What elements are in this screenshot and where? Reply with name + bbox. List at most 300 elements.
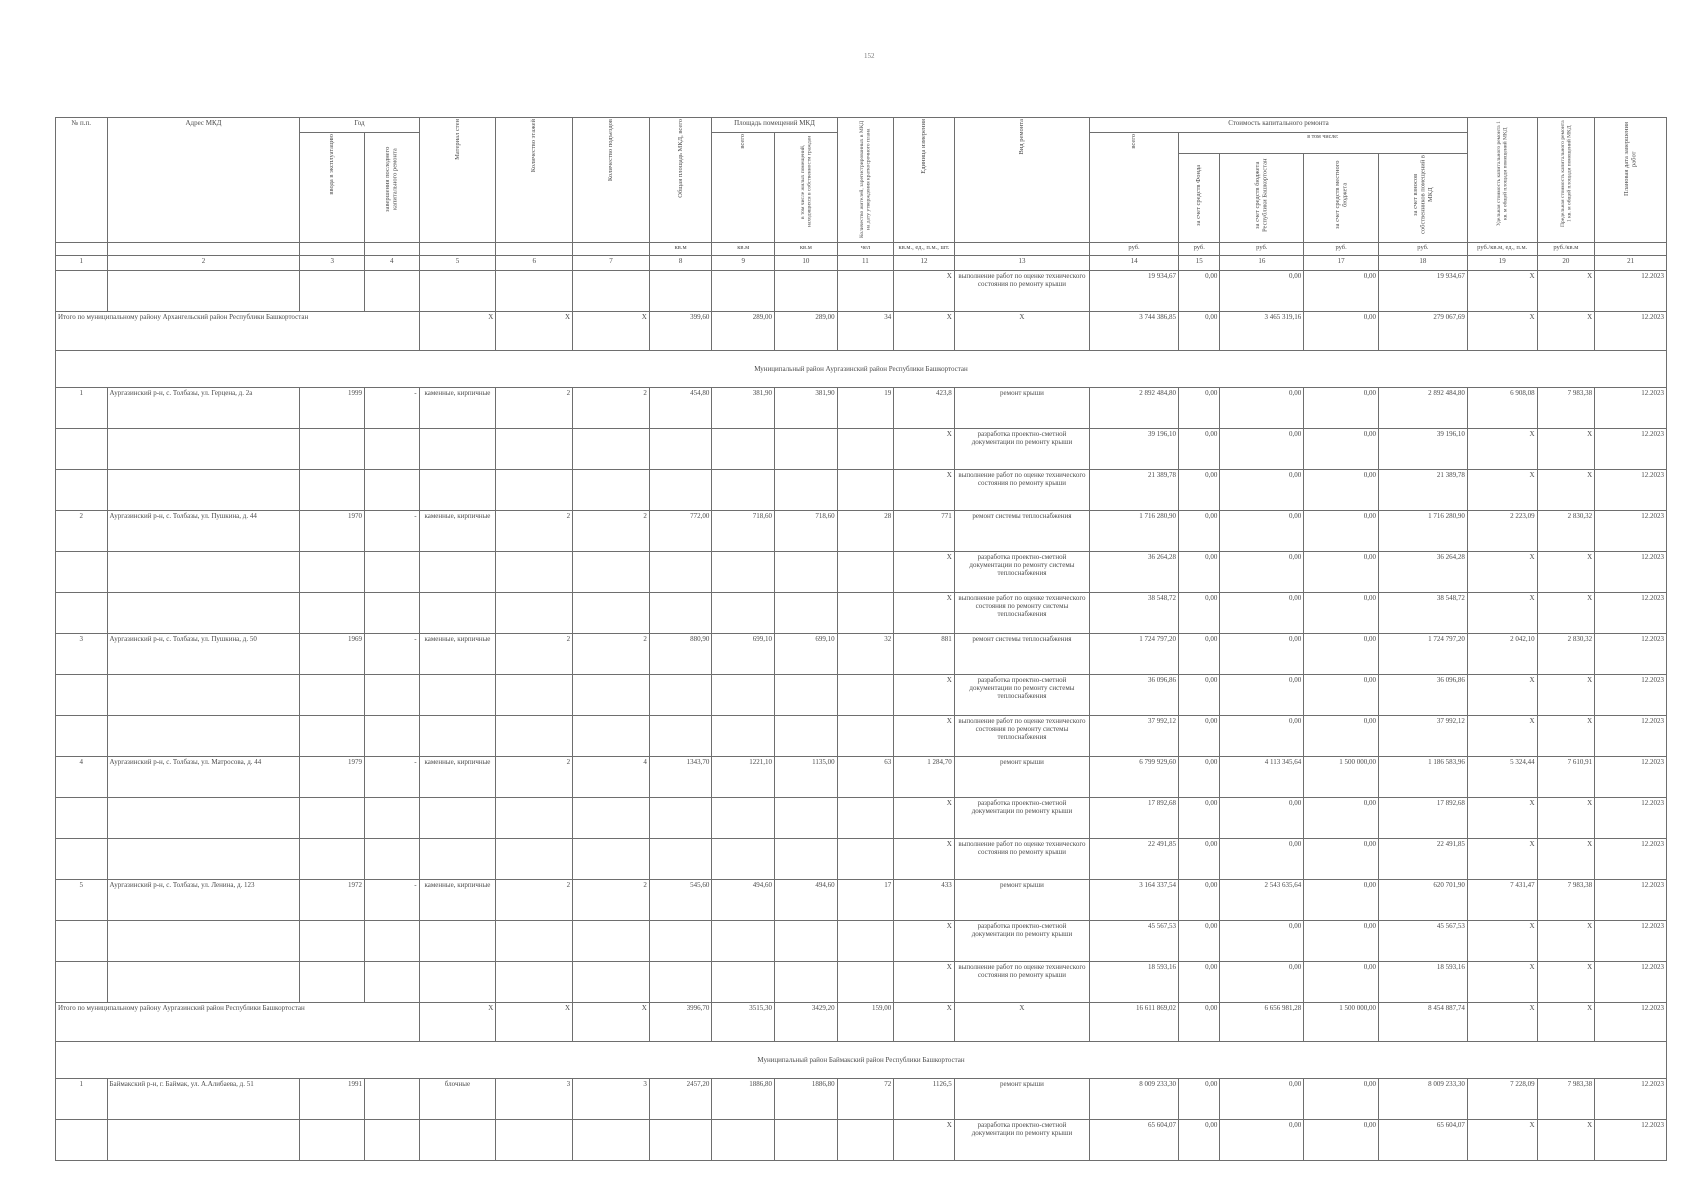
empty-cell: [573, 798, 650, 839]
total-local: 1 500 000,00: [1304, 1003, 1379, 1042]
empty-cell: [419, 552, 496, 593]
cost-fund: 0,00: [1179, 757, 1220, 798]
header-year-group: Год: [300, 118, 419, 133]
empty-cell: [300, 716, 365, 757]
empty-cell: [712, 1120, 775, 1161]
empty-cell: [649, 716, 712, 757]
empty-cell: [107, 716, 300, 757]
cost-fund: 0,00: [1179, 921, 1220, 962]
cost-rep: 0,00: [1220, 388, 1304, 429]
cost-total: 1 724 797,20: [1090, 634, 1179, 675]
empty-cell: [496, 716, 573, 757]
empty-cell: [573, 962, 650, 1003]
unit-value: 1 284,70: [894, 757, 955, 798]
total-total: 3 744 386,85: [1090, 312, 1179, 351]
cost-own: 36 096,86: [1378, 675, 1467, 716]
empty-cell: [300, 470, 365, 511]
premises-owned: 718,60: [775, 511, 838, 552]
cost-mc: X: [1537, 552, 1595, 593]
total-unit: X: [894, 312, 955, 351]
year-commission: 1970: [300, 511, 365, 552]
row-number: 1: [56, 1079, 108, 1120]
column-number-cell: 1: [56, 256, 108, 271]
unit-cell: [300, 243, 365, 256]
cost-uc: X: [1467, 716, 1537, 757]
empty-cell: [107, 271, 300, 312]
year-last-repair: -: [365, 880, 420, 921]
empty-cell: [56, 962, 108, 1003]
cost-date: 12.2023: [1595, 552, 1667, 593]
cost-own: 65 604,07: [1378, 1120, 1467, 1161]
empty-cell: [837, 962, 894, 1003]
row-number: 3: [56, 634, 108, 675]
empty-cell: [300, 839, 365, 880]
cost-local: 0,00: [1304, 962, 1379, 1003]
column-number-cell: 8: [649, 256, 712, 271]
cost-own: 8 009 233,30: [1378, 1079, 1467, 1120]
empty-cell: [775, 962, 838, 1003]
unit-cell: [1595, 243, 1667, 256]
empty-cell: [649, 470, 712, 511]
total-total: 16 611 869,02: [1090, 1003, 1179, 1042]
unit-value: X: [894, 962, 955, 1003]
unit-cell: руб./кв.м, ед., п.м.: [1467, 243, 1537, 256]
cost-total: 39 196,10: [1090, 429, 1179, 470]
empty-cell: [775, 921, 838, 962]
wall-material: каменные, кирпичные: [419, 880, 496, 921]
unit-value: X: [894, 716, 955, 757]
empty-cell: [712, 921, 775, 962]
cost-fund: 0,00: [1179, 1120, 1220, 1161]
cost-date: 12.2023: [1595, 675, 1667, 716]
unit-value: 771: [894, 511, 955, 552]
empty-cell: [775, 593, 838, 634]
repair-type: разработка проектно-сметной документации по ремонту крыши: [954, 921, 1089, 962]
cost-local: 0,00: [1304, 921, 1379, 962]
premises-total: 494,60: [712, 880, 775, 921]
column-number-cell: 5: [419, 256, 496, 271]
cost-fund: 0,00: [1179, 839, 1220, 880]
column-number-cell: 21: [1595, 256, 1667, 271]
cost-local: 0,00: [1304, 388, 1379, 429]
empty-cell: [649, 798, 712, 839]
empty-cell: [837, 1120, 894, 1161]
empty-cell: [712, 552, 775, 593]
total-area: 772,00: [649, 511, 712, 552]
empty-cell: [56, 716, 108, 757]
unit-cell: руб./кв.м: [1537, 243, 1595, 256]
unit-cell: руб.: [1304, 243, 1379, 256]
empty-cell: [837, 716, 894, 757]
cost-own: 18 593,16: [1378, 962, 1467, 1003]
empty-cell: [365, 716, 420, 757]
cost-mc: X: [1537, 271, 1595, 312]
empty-cell: [419, 839, 496, 880]
cost-date: 12.2023: [1595, 634, 1667, 675]
header-cost-total: всего: [1090, 133, 1179, 243]
cost-own: 39 196,10: [1378, 429, 1467, 470]
empty-cell: [712, 716, 775, 757]
repair-work-row: [56, 429, 1667, 470]
empty-cell: [712, 593, 775, 634]
column-number-cell: 18: [1378, 256, 1467, 271]
empty-cell: [496, 429, 573, 470]
wall-material: каменные, кирпичные: [419, 511, 496, 552]
unit-value: X: [894, 552, 955, 593]
cost-mc: 2 830,32: [1537, 511, 1595, 552]
total-floors: X: [496, 312, 573, 351]
total-label: Итого по муниципальному району Аургазинский район Республики Башкортостан: [56, 1003, 420, 1042]
premises-owned: 1135,00: [775, 757, 838, 798]
empty-cell: [837, 839, 894, 880]
entrances: 3: [573, 1079, 650, 1120]
empty-cell: [107, 962, 300, 1003]
empty-cell: [573, 593, 650, 634]
empty-cell: [419, 271, 496, 312]
unit-value: 881: [894, 634, 955, 675]
cost-fund: 0,00: [1179, 1079, 1220, 1120]
cost-mc: X: [1537, 429, 1595, 470]
cost-uc: X: [1467, 271, 1537, 312]
premises-owned: 494,60: [775, 880, 838, 921]
empty-cell: [712, 429, 775, 470]
cost-rep: 0,00: [1220, 470, 1304, 511]
floors: 2: [496, 388, 573, 429]
cost-fund: 0,00: [1179, 798, 1220, 839]
column-number-cell: 20: [1537, 256, 1595, 271]
header-residents: Количество жителей, зарегистрированных в МКД на дату утверждения краткосрочного плана: [837, 118, 894, 243]
header-incl: в том числе:: [1179, 133, 1468, 154]
cost-local: 0,00: [1304, 1079, 1379, 1120]
empty-cell: [837, 675, 894, 716]
wall-material: блочные: [419, 1079, 496, 1120]
total-fund: 0,00: [1179, 1003, 1220, 1042]
empty-cell: [365, 839, 420, 880]
cost-fund: 0,00: [1179, 716, 1220, 757]
entrances: 2: [573, 634, 650, 675]
building-address: Аургазинский р-н, с. Толбазы, ул. Пушкина, д. 44: [107, 511, 300, 552]
cost-date: 12.2023: [1595, 429, 1667, 470]
cost-uc: X: [1467, 429, 1537, 470]
total-premises: 289,00: [712, 312, 775, 351]
header-num: № п.п.: [56, 118, 108, 243]
cost-uc: X: [1467, 921, 1537, 962]
header-total-area: Общая площадь МКД, всего: [649, 118, 712, 243]
empty-cell: [649, 271, 712, 312]
total-rep: 6 656 981,28: [1220, 1003, 1304, 1042]
cost-local: 0,00: [1304, 470, 1379, 511]
empty-cell: [496, 675, 573, 716]
cost-mc: X: [1537, 839, 1595, 880]
unit-cell: [107, 243, 300, 256]
repair-type: выполнение работ по оценке технического состояния по ремонту системы теплоснабжения: [954, 716, 1089, 757]
empty-cell: [649, 429, 712, 470]
empty-cell: [649, 675, 712, 716]
empty-cell: [573, 921, 650, 962]
empty-cell: [573, 1120, 650, 1161]
cost-date: 12.2023: [1595, 1079, 1667, 1120]
header-max-cost: Предельная стоимость капитального ремонта 1 кв. м общей площади помещений МКД: [1537, 118, 1595, 243]
repair-type: выполнение работ по оценке технического состояния по ремонту крыши: [954, 839, 1089, 880]
empty-cell: [419, 429, 496, 470]
repair-type: ремонт крыши: [954, 757, 1089, 798]
cost-total: 8 009 233,30: [1090, 1079, 1179, 1120]
empty-cell: [300, 921, 365, 962]
repair-type: ремонт крыши: [954, 880, 1089, 921]
wall-material: каменные, кирпичные: [419, 634, 496, 675]
unit-value: 423,8: [894, 388, 955, 429]
repair-type: разработка проектно-сметной документации по ремонту крыши: [954, 1120, 1089, 1161]
building-row: [56, 757, 1667, 798]
cost-total: 1 716 280,90: [1090, 511, 1179, 552]
cost-uc: X: [1467, 798, 1537, 839]
empty-cell: [56, 429, 108, 470]
row-number: 2: [56, 511, 108, 552]
cost-uc: 2 223,09: [1467, 511, 1537, 552]
header-premises-owned: в том числе жилых помещений, находящихся в собственности граждан: [775, 133, 838, 243]
entrances: 2: [573, 880, 650, 921]
residents: 28: [837, 511, 894, 552]
unit-cell: кв.м: [775, 243, 838, 256]
empty-cell: [775, 271, 838, 312]
cost-own: 45 567,53: [1378, 921, 1467, 962]
empty-cell: [419, 593, 496, 634]
row-number: 4: [56, 757, 108, 798]
unit-value: X: [894, 798, 955, 839]
section-title: Муниципальный район Баймакский район Республики Башкортостан: [56, 1042, 1667, 1079]
repair-work-row: [56, 1120, 1667, 1161]
total-own: 8 454 887,74: [1378, 1003, 1467, 1042]
header-cost-group: Стоимость капитального ремонта: [1090, 118, 1468, 133]
column-number-cell: 17: [1304, 256, 1379, 271]
section-header-row: [56, 1042, 1667, 1079]
premises-total: 699,10: [712, 634, 775, 675]
empty-cell: [107, 798, 300, 839]
floors: 2: [496, 880, 573, 921]
header-cost-republic: за счет средств бюджета Республики Башкортостан: [1220, 154, 1304, 243]
repair-type: ремонт системы теплоснабжения: [954, 634, 1089, 675]
total-entrances: X: [573, 1003, 650, 1042]
total-residents: 159,00: [837, 1003, 894, 1042]
unit-cell: кв.м: [712, 243, 775, 256]
unit-value: X: [894, 593, 955, 634]
building-row: [56, 511, 1667, 552]
residents: 17: [837, 880, 894, 921]
total-unit: X: [894, 1003, 955, 1042]
total-area: 545,60: [649, 880, 712, 921]
header-premises-group: Площадь помещений МКД: [712, 118, 837, 133]
year-commission: 1972: [300, 880, 365, 921]
empty-cell: [775, 1120, 838, 1161]
unit-value: 1126,5: [894, 1079, 955, 1120]
cost-own: 1 724 797,20: [1378, 634, 1467, 675]
cost-total: 22 491,85: [1090, 839, 1179, 880]
total-area: 3996,70: [649, 1003, 712, 1042]
building-address: Аургазинский р-н, с. Толбазы, ул. Пушкина, д. 50: [107, 634, 300, 675]
page-number: 152: [864, 52, 875, 60]
total-area: 2457,20: [649, 1079, 712, 1120]
empty-cell: [365, 675, 420, 716]
empty-cell: [712, 839, 775, 880]
cost-local: 0,00: [1304, 675, 1379, 716]
empty-cell: [837, 593, 894, 634]
column-number-cell: 12: [894, 256, 955, 271]
total-date: 12.2023: [1595, 1003, 1667, 1042]
cost-own: 36 264,28: [1378, 552, 1467, 593]
cost-rep: 0,00: [1220, 675, 1304, 716]
empty-cell: [107, 675, 300, 716]
cost-mc: X: [1537, 921, 1595, 962]
empty-cell: [496, 921, 573, 962]
year-commission: 1969: [300, 634, 365, 675]
header-unit-cost: Удельная стоимость капитального ремонта 1 кв. м общей площади помещений МКД: [1467, 118, 1537, 243]
column-numbers-row: [56, 256, 1667, 271]
empty-cell: [837, 552, 894, 593]
column-number-cell: 4: [365, 256, 420, 271]
building-address: Аургазинский р-н, с. Толбазы, ул. Ленина, д. 123: [107, 880, 300, 921]
cost-uc: X: [1467, 839, 1537, 880]
unit-cell: руб.: [1090, 243, 1179, 256]
premises-total: 1221,10: [712, 757, 775, 798]
unit-cell: руб.: [1179, 243, 1220, 256]
empty-cell: [56, 798, 108, 839]
cost-own: 19 934,67: [1378, 271, 1467, 312]
building-row: [56, 634, 1667, 675]
cost-uc: 5 324,44: [1467, 757, 1537, 798]
cost-mc: 7 983,38: [1537, 388, 1595, 429]
empty-cell: [573, 839, 650, 880]
empty-cell: [712, 271, 775, 312]
residents: 19: [837, 388, 894, 429]
building-row: [56, 388, 1667, 429]
cost-local: 0,00: [1304, 1120, 1379, 1161]
empty-cell: [573, 552, 650, 593]
cost-total: 18 593,16: [1090, 962, 1179, 1003]
repair-work-row: [56, 921, 1667, 962]
cost-own: 21 389,78: [1378, 470, 1467, 511]
total-uc: X: [1467, 312, 1537, 351]
premises-owned: 699,10: [775, 634, 838, 675]
empty-cell: [365, 271, 420, 312]
empty-cell: [649, 1120, 712, 1161]
total-premises-owned: 289,00: [775, 312, 838, 351]
empty-cell: [496, 798, 573, 839]
cost-rep: 0,00: [1220, 921, 1304, 962]
entrances: 4: [573, 757, 650, 798]
year-last-repair: -: [365, 757, 420, 798]
unit-cell: руб.: [1378, 243, 1467, 256]
total-label: Итого по муниципальному району Архангельский район Республики Башкортостан: [56, 312, 420, 351]
cost-local: 0,00: [1304, 429, 1379, 470]
empty-cell: [837, 921, 894, 962]
repair-work-row: [56, 552, 1667, 593]
capital-repair-table: [55, 117, 1667, 1161]
cost-mc: 7 610,91: [1537, 757, 1595, 798]
header-deadline: Плановая дата завершения работ: [1595, 118, 1667, 243]
year-last-repair: -: [365, 511, 420, 552]
total-floors: X: [496, 1003, 573, 1042]
total-row: [56, 1003, 1667, 1042]
repair-type: выполнение работ по оценке технического состояния по ремонту крыши: [954, 470, 1089, 511]
empty-cell: [649, 593, 712, 634]
header-units-measure: Единица измерения: [894, 118, 955, 243]
cost-mc: X: [1537, 716, 1595, 757]
unit-cell: руб.: [1220, 243, 1304, 256]
repair-type: выполнение работ по оценке технического состояния по ремонту крыши: [954, 271, 1089, 312]
cost-mc: X: [1537, 470, 1595, 511]
empty-cell: [107, 470, 300, 511]
cost-rep: 0,00: [1220, 429, 1304, 470]
column-number-cell: 15: [1179, 256, 1220, 271]
empty-cell: [573, 271, 650, 312]
repair-work-row: [56, 839, 1667, 880]
empty-cell: [712, 675, 775, 716]
empty-cell: [496, 1120, 573, 1161]
year-last-repair: [365, 1079, 420, 1120]
cost-date: 12.2023: [1595, 880, 1667, 921]
header-year-last-repair: завершения последнего капитального ремонта: [365, 133, 420, 243]
cost-local: 0,00: [1304, 798, 1379, 839]
premises-owned: 1886,80: [775, 1079, 838, 1120]
unit-value: 433: [894, 880, 955, 921]
empty-cell: [107, 921, 300, 962]
column-number-cell: 2: [107, 256, 300, 271]
cost-rep: 4 113 345,64: [1220, 757, 1304, 798]
cost-own: 1 716 280,90: [1378, 511, 1467, 552]
cost-uc: X: [1467, 552, 1537, 593]
entrances: 2: [573, 388, 650, 429]
cost-local: 0,00: [1304, 271, 1379, 312]
empty-cell: [496, 552, 573, 593]
empty-cell: [419, 716, 496, 757]
empty-cell: [573, 429, 650, 470]
cost-date: 12.2023: [1595, 716, 1667, 757]
cost-mc: 7 983,38: [1537, 880, 1595, 921]
premises-total: 1886,80: [712, 1079, 775, 1120]
cost-mc: X: [1537, 675, 1595, 716]
floors: 2: [496, 634, 573, 675]
unit-cell: [954, 243, 1089, 256]
empty-cell: [419, 1120, 496, 1161]
cost-date: 12.2023: [1595, 798, 1667, 839]
cost-uc: X: [1467, 962, 1537, 1003]
repair-work-row: [56, 798, 1667, 839]
cost-rep: 0,00: [1220, 593, 1304, 634]
total-row: [56, 312, 1667, 351]
empty-cell: [419, 470, 496, 511]
cost-uc: X: [1467, 675, 1537, 716]
empty-cell: [56, 593, 108, 634]
cost-date: 12.2023: [1595, 470, 1667, 511]
building-address: Баймакский р-н, г. Баймак, ул. А.Алибаева, д. 51: [107, 1079, 300, 1120]
empty-cell: [107, 593, 300, 634]
unit-cell: чел: [837, 243, 894, 256]
column-number-cell: 13: [954, 256, 1089, 271]
repair-type: разработка проектно-сметной документации по ремонту системы теплоснабжения: [954, 675, 1089, 716]
unit-value: X: [894, 921, 955, 962]
cost-local: 1 500 000,00: [1304, 757, 1379, 798]
cost-local: 0,00: [1304, 716, 1379, 757]
empty-cell: [775, 552, 838, 593]
empty-cell: [573, 675, 650, 716]
floors: 3: [496, 1079, 573, 1120]
empty-cell: [496, 962, 573, 1003]
empty-cell: [775, 470, 838, 511]
cost-mc: X: [1537, 798, 1595, 839]
cost-total: 21 389,78: [1090, 470, 1179, 511]
column-number-cell: 9: [712, 256, 775, 271]
cost-total: 6 799 929,60: [1090, 757, 1179, 798]
